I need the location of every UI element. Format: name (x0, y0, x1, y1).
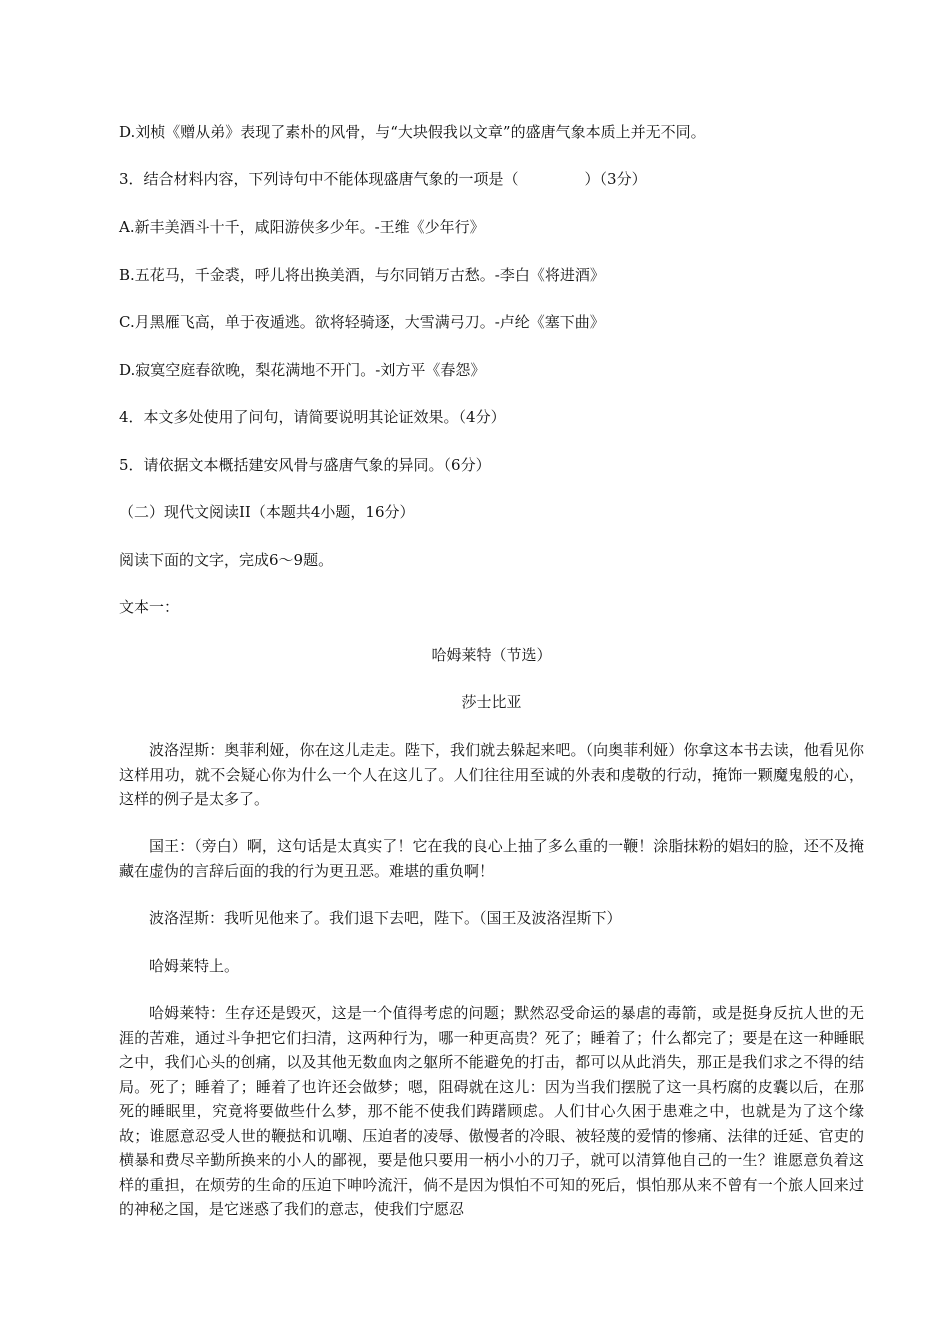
q3-option-a: A.新丰美酒斗十千，咸阳游侠多少年。-王维《少年行》 (119, 218, 485, 236)
section-heading: （二）现代文阅读II（本题共4小题，16分） (119, 503, 415, 521)
passage-paragraph-1: 波洛涅斯：奥菲利娅，你在这儿走走。陛下，我们就去躲起来吧。（向奥菲利娅）你拿这本书去读，他看见你这样用功，就不会疑心你为什么一个人在这儿了。人们往往用至诚的外表和虔敬的行动，掩饰一颗魔鬼般的心，这样的例子是太多了。 (119, 741, 864, 808)
q3-stem (119, 168, 864, 190)
q3-option-c: C.月黑雁飞高，单于夜遁逃。欲将轻骑逐，大雪满弓刀。-卢纶《塞下曲》 (119, 313, 605, 331)
q3-score: ）（3分） (584, 170, 647, 188)
q3-stem-text: 3．结合材料内容，下列诗句中不能体现盛唐气象的一项是（ (119, 170, 519, 188)
passage-paragraph-3: 波洛涅斯：我听见他来了。我们退下去吧，陛下。（国王及波洛涅斯下） (149, 909, 622, 927)
work-title: 哈姆莱特（节选） (431, 646, 552, 664)
q3-option-b: B.五花马，千金裘，呼儿将出换美酒，与尔同销万古愁。-李白《将进酒》 (119, 266, 605, 284)
q3-option-d: D.寂寞空庭春欲晚，梨花满地不开门。-刘方平《春怨》 (119, 361, 486, 379)
author-name: 莎士比亚 (461, 693, 522, 711)
question-4: 4．本文多处使用了问句，请简要说明其论证效果。（4分） (119, 408, 506, 426)
text-label: 文本一： (119, 598, 180, 616)
reading-instruction: 阅读下面的文字，完成6～9题。 (119, 551, 334, 569)
passage-paragraph-4: 哈姆莱特上。 (149, 957, 240, 975)
passage-paragraph-5: 哈姆莱特：生存还是毁灭，这是一个值得考虑的问题；默然忍受命运的暴虐的毒箭，或是挺身反抗人世的无涯的苦难，通过斗争把它们扫清，这两种行为，哪一种更高贵？死了；睡着了；什么都完了；要是在这一种睡眠之中，我们心头的创痛，以及其他无数血肉之躯所不能避免的打击，都可以从此消失，那正是我们求之不得的结局。死了；睡着了；睡着了也许还会做梦；嗯，阻碍就在这儿：因为当我们摆脱了这一具朽腐的皮囊以后，在那死的睡眠里，究竟将要做些什么梦，那不能不使我们踌躇顾虑。人们甘心久困于患难之中，也就是为了这个缘故；谁愿意忍受人世的鞭挞和讥嘲、压迫者的凌辱、傲慢者的冷眼、被轻蔑的爱情的惨痛、法律的迁延、官吏的横暴和费尽辛勤所换来的小人的鄙视，要是他只要用一柄小小的刀子，就可以清算他自己的一生？谁愿意负着这样的重担，在烦劳的生命的压迫下呻吟流汗，倘不是因为惧怕不可知的死后，惧怕那从来不曾有一个旅人回来过的神秘之国，是它迷惑了我们的意志，使我们宁愿忍 (119, 1004, 864, 1218)
question-5: 5．请依据文本概括建安风骨与盛唐气象的异同。（6分） (119, 456, 491, 474)
q2-option-d: D.刘桢《赠从弟》表现了素朴的风骨，与“大块假我以文章”的盛唐气象本质上并无不同。 (119, 123, 706, 141)
passage-paragraph-2: 国王：（旁白）啊，这句话是太真实了！它在我的良心上抽了多么重的一鞭！涂脂抹粉的娼妇的脸，还不及掩藏在虚伪的言辞后面的我的行为更丑恶。难堪的重负啊！ (119, 837, 864, 880)
